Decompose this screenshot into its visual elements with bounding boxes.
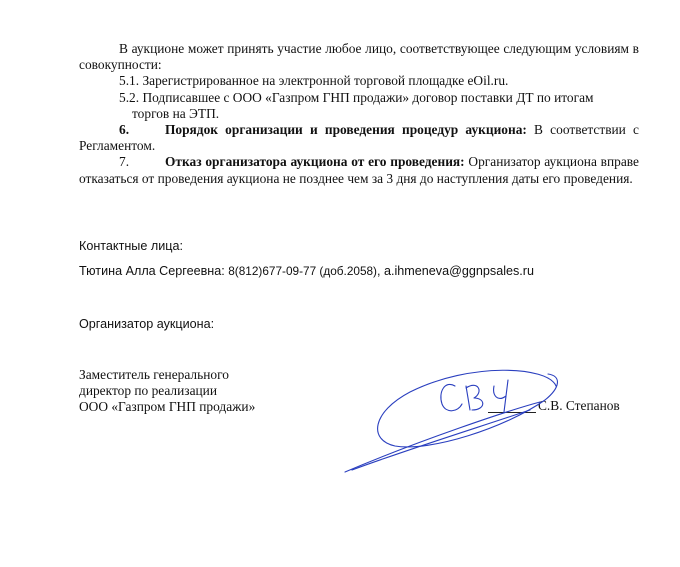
section-text: Организатор аукциона вправе отказаться от проведения аукциона не позднее чем за 3 дня до наступления даты его проведения. — [79, 154, 639, 186]
section-paragraph — [79, 154, 639, 186]
section-title: Отказ организатора аукциона от его проведения: — [165, 154, 465, 170]
section-text: В соответствии с Регламентом. — [79, 122, 639, 154]
condition-item — [79, 73, 639, 89]
organizer-label: Организатор аукциона: — [79, 317, 215, 331]
intro-paragraph: В аукционе может принять участие любое лицо, соответствующее следующим условиям в совокупности: — [79, 41, 639, 73]
contact-separator: , — [377, 264, 384, 278]
section-number: 6. — [119, 122, 130, 138]
contacts-label: Контактные лица: — [79, 239, 183, 253]
signatory-name: С.В. Степанов — [538, 398, 620, 413]
condition-text: Подписавшее с ООО «Газпром ГНП продажи» договор поставки ДТ по итогам — [142, 89, 594, 105]
section-paragraph — [79, 122, 639, 154]
body-text — [79, 41, 639, 187]
condition-text: Зарегистрированное на электронной торговой площадке eOil.ru. — [142, 73, 509, 89]
section-title: Порядок организации и проведения процедур аукциона: — [165, 122, 527, 138]
contact-phone: 8(812)677-09-77 (доб.2058) — [228, 264, 377, 278]
signatory-line-3: ООО «Газпром ГНП продажи» — [79, 399, 256, 415]
signatory-line-2: директор по реализации — [79, 383, 218, 399]
section-number: 7. — [119, 154, 130, 170]
condition-number: 5.2. — [119, 89, 140, 105]
contact-line — [79, 263, 534, 279]
signatory-line-1: Заместитель генерального — [79, 367, 229, 382]
condition-text-continuation: торгов на ЭТП. — [132, 105, 220, 121]
contact-email: a.ihmeneva@ggnpsales.ru — [384, 264, 535, 278]
contact-name: Тютина Алла Сергеевна: — [79, 264, 229, 278]
condition-item — [79, 90, 639, 122]
condition-number: 5.1. — [119, 73, 140, 89]
signature-line — [488, 412, 536, 413]
signatory-title — [79, 367, 299, 416]
